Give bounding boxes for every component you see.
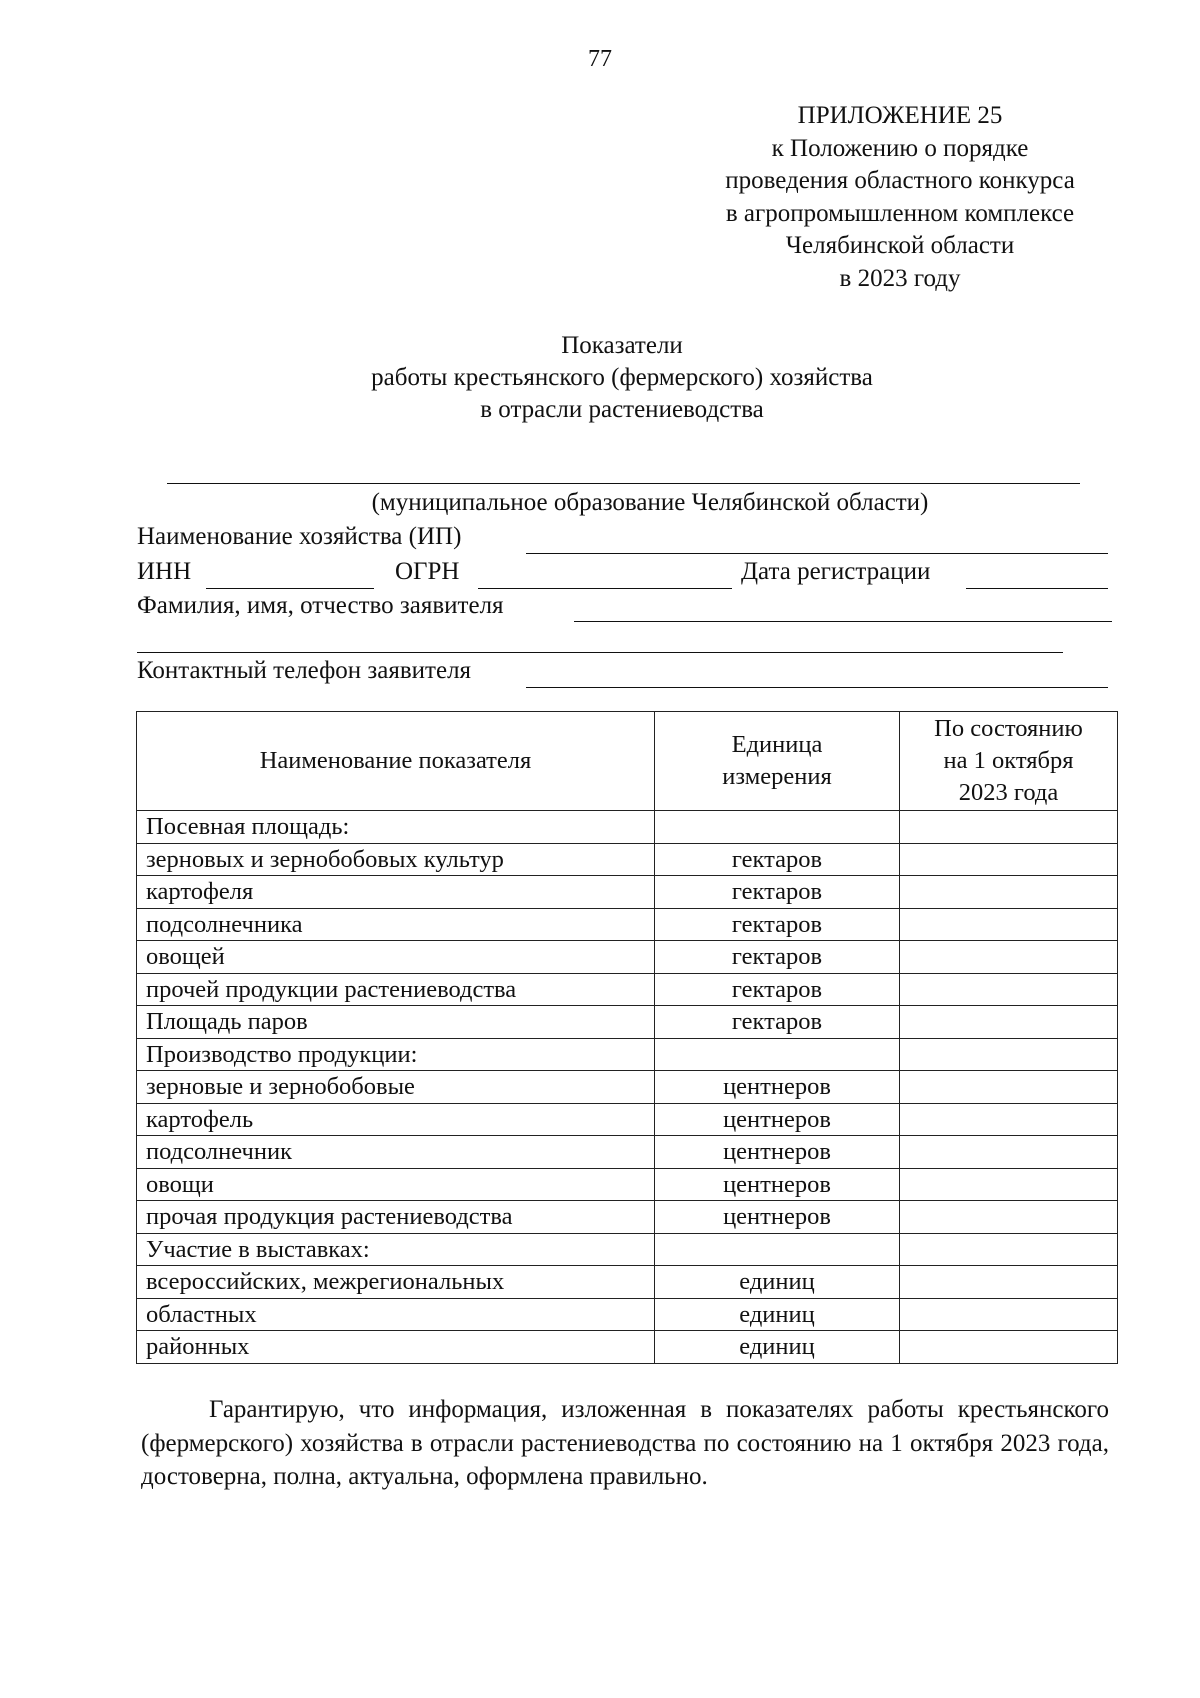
unit-cell: центнеров bbox=[655, 1103, 900, 1136]
indicators-table bbox=[136, 711, 1118, 1364]
inn-field[interactable] bbox=[206, 588, 374, 589]
phone-field[interactable] bbox=[526, 687, 1108, 688]
header-status: По состоянию на 1 октября 2023 года bbox=[900, 712, 1118, 811]
value-input-cell[interactable] bbox=[900, 876, 1118, 909]
value-input-cell[interactable] bbox=[900, 1103, 1118, 1136]
value-input-cell[interactable] bbox=[900, 1168, 1118, 1201]
unit-cell: единиц bbox=[655, 1266, 900, 1299]
indicator-name-cell: Посевная площадь: bbox=[137, 811, 655, 844]
ogrn-label: ОГРН bbox=[395, 558, 460, 585]
unit-cell: гектаров bbox=[655, 1006, 900, 1039]
heading-line: работы крестьянского (фермерского) хозяйства bbox=[371, 364, 873, 391]
appendix-line: Челябинской области bbox=[785, 232, 1015, 259]
municipality-blank-line[interactable] bbox=[167, 483, 1080, 484]
indicator-name-cell: районных bbox=[137, 1331, 655, 1364]
table-row bbox=[137, 1006, 1118, 1039]
indicator-name-cell: подсолнечник bbox=[137, 1136, 655, 1169]
reg-date-field[interactable] bbox=[966, 588, 1108, 589]
unit-cell bbox=[655, 1038, 900, 1071]
value-input-cell[interactable] bbox=[900, 1298, 1118, 1331]
unit-cell: единиц bbox=[655, 1331, 900, 1364]
table-row bbox=[137, 843, 1118, 876]
unit-cell: гектаров bbox=[655, 843, 900, 876]
heading-line: в отрасли растениеводства bbox=[480, 396, 764, 423]
value-input-cell[interactable] bbox=[900, 811, 1118, 844]
guarantee-statement: Гарантирую, что информация, изложенная в показателях работы крестьянского (фермерского) хозяйства в отрасли растениеводства по состоянию на 1 октября 2023 года, достоверна, полна, актуальна, оформлена правильно. bbox=[141, 1396, 1109, 1490]
appendix-title: ПРИЛОЖЕНИЕ 25 bbox=[797, 102, 1003, 129]
value-input-cell[interactable] bbox=[900, 1071, 1118, 1104]
indicator-name-cell: зерновые и зернобобовые bbox=[137, 1071, 655, 1104]
table-row bbox=[137, 1201, 1118, 1234]
indicator-name-cell: Участие в выставках: bbox=[137, 1233, 655, 1266]
table-row bbox=[137, 1103, 1118, 1136]
table-row bbox=[137, 1298, 1118, 1331]
table-row bbox=[137, 1331, 1118, 1364]
value-input-cell[interactable] bbox=[900, 1136, 1118, 1169]
appendix-block bbox=[600, 100, 1200, 295]
header-unit: Единица измерения bbox=[655, 712, 900, 811]
table-row bbox=[137, 1168, 1118, 1201]
table-row bbox=[137, 811, 1118, 844]
farm-name-field[interactable] bbox=[526, 553, 1108, 554]
value-input-cell[interactable] bbox=[900, 1233, 1118, 1266]
unit-cell: центнеров bbox=[655, 1168, 900, 1201]
unit-cell: гектаров bbox=[655, 941, 900, 974]
appendix-line: проведения областного конкурса bbox=[725, 167, 1075, 194]
value-input-cell[interactable] bbox=[900, 1006, 1118, 1039]
indicator-name-cell: зерновых и зернобобовых культур bbox=[137, 843, 655, 876]
indicator-name-cell: областных bbox=[137, 1298, 655, 1331]
applicant-name-label: Фамилия, имя, отчество заявителя bbox=[137, 592, 504, 619]
header-indicator: Наименование показателя bbox=[137, 712, 655, 811]
value-input-cell[interactable] bbox=[900, 1331, 1118, 1364]
ogrn-field[interactable] bbox=[478, 588, 732, 589]
value-input-cell[interactable] bbox=[900, 908, 1118, 941]
table-row bbox=[137, 908, 1118, 941]
unit-cell: гектаров bbox=[655, 908, 900, 941]
table-row bbox=[137, 1071, 1118, 1104]
phone-label: Контактный телефон заявителя bbox=[137, 657, 472, 684]
indicator-name-cell: картофеля bbox=[137, 876, 655, 909]
table-row bbox=[137, 941, 1118, 974]
value-input-cell[interactable] bbox=[900, 941, 1118, 974]
unit-cell: центнеров bbox=[655, 1071, 900, 1104]
table-row bbox=[137, 973, 1118, 1006]
indicator-name-cell: прочей продукции растениеводства bbox=[137, 973, 655, 1006]
table-row bbox=[137, 1233, 1118, 1266]
indicator-name-cell: овощи bbox=[137, 1168, 655, 1201]
appendix-line: к Положению о порядке bbox=[771, 134, 1029, 162]
table-row bbox=[137, 1266, 1118, 1299]
appendix-line: в агропромышленном комплексе bbox=[725, 199, 1075, 227]
unit-cell bbox=[655, 1233, 900, 1266]
applicant-name-field[interactable] bbox=[574, 621, 1112, 622]
table-row bbox=[137, 1136, 1118, 1169]
unit-cell: гектаров bbox=[655, 876, 900, 909]
unit-cell: гектаров bbox=[655, 973, 900, 1006]
indicator-name-cell: прочая продукция растениеводства bbox=[137, 1201, 655, 1234]
page-number: 77 bbox=[588, 46, 612, 72]
inn-label: ИНН bbox=[137, 558, 192, 585]
appendix-line: в 2023 году bbox=[839, 264, 961, 292]
applicant-name-field-continued[interactable] bbox=[137, 652, 1063, 653]
reg-date-label: Дата регистрации bbox=[741, 558, 931, 585]
unit-cell: центнеров bbox=[655, 1136, 900, 1169]
unit-cell: единиц bbox=[655, 1298, 900, 1331]
heading-line: Показатели bbox=[561, 332, 683, 359]
value-input-cell[interactable] bbox=[900, 1038, 1118, 1071]
indicator-name-cell: подсолнечника bbox=[137, 908, 655, 941]
indicator-name-cell: Площадь паров bbox=[137, 1006, 655, 1039]
indicator-name-cell: всероссийских, межрегиональных bbox=[137, 1266, 655, 1299]
value-input-cell[interactable] bbox=[900, 843, 1118, 876]
indicator-name-cell: картофель bbox=[137, 1103, 655, 1136]
table-row bbox=[137, 876, 1118, 909]
indicator-name-cell: Производство продукции: bbox=[137, 1038, 655, 1071]
unit-cell: центнеров bbox=[655, 1201, 900, 1234]
value-input-cell[interactable] bbox=[900, 973, 1118, 1006]
table-header-row bbox=[137, 712, 1118, 811]
table-row bbox=[137, 1038, 1118, 1071]
value-input-cell[interactable] bbox=[900, 1266, 1118, 1299]
document-heading bbox=[0, 330, 1200, 426]
unit-cell bbox=[655, 811, 900, 844]
municipality-caption: (муниципальное образование Челябинской области) bbox=[371, 489, 929, 516]
value-input-cell[interactable] bbox=[900, 1201, 1118, 1234]
farm-name-label: Наименование хозяйства (ИП) bbox=[137, 523, 462, 550]
indicator-name-cell: овощей bbox=[137, 941, 655, 974]
